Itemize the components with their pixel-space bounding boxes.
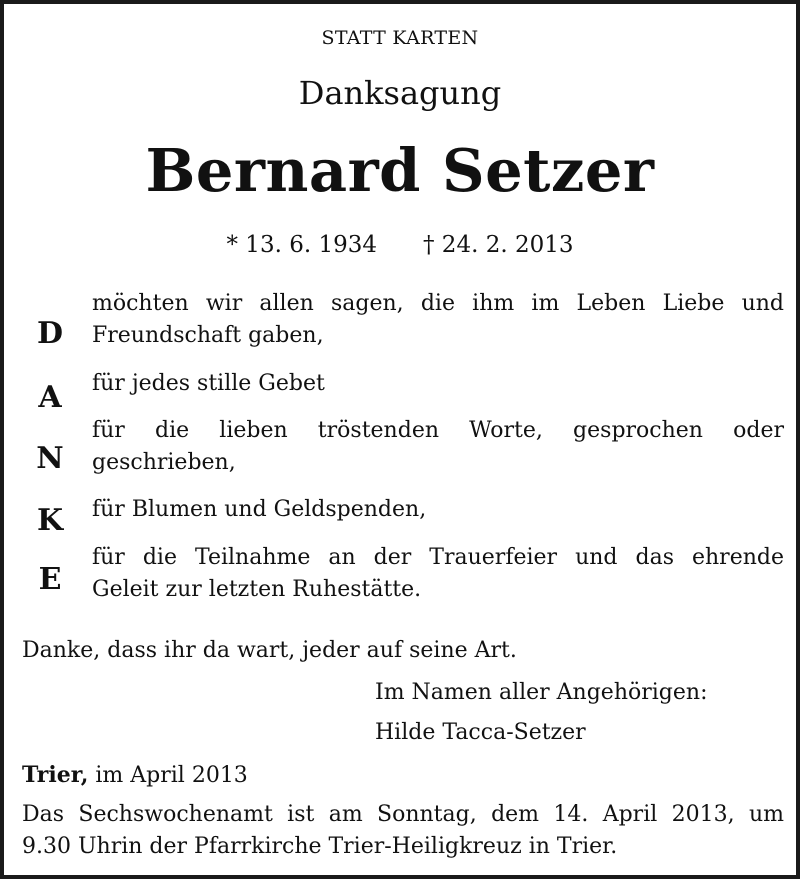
closing-line: Danke, dass ihr da wart, jeder auf seine Art. [22, 638, 517, 663]
place: Trier, [22, 762, 89, 788]
danke-letter: D [36, 316, 63, 351]
danke-line: geschrieben, [92, 450, 236, 475]
death-date: † 24. 2. 2013 [423, 232, 574, 258]
danke-letter: A [38, 380, 62, 415]
signer-name: Hilde Tacca-Setzer [375, 720, 586, 745]
notice-title: Danksagung [298, 74, 502, 112]
danke-line: Freundschaft gaben, [92, 323, 324, 348]
service-notice-line: 9.30 Uhrin der Pfarrkirche Trier-Heiligkreuz in Trier. [22, 834, 618, 859]
danke-letter: E [38, 562, 62, 597]
on-behalf-line: Im Namen aller Angehörigen: [375, 680, 708, 705]
danke-letter: K [36, 503, 64, 538]
danke-line: für die lieben tröstenden Worte, gesprochen oder [92, 418, 784, 443]
header-note: STATT KARTEN [321, 27, 479, 49]
date: im April 2013 [95, 763, 248, 788]
deceased-name: Bernard Setzer [145, 136, 655, 205]
birth-date: * 13. 6. 1934 [226, 232, 377, 258]
place-date [22, 762, 248, 788]
danke-line: möchten wir allen sagen, die ihm im Leben Liebe und [92, 291, 784, 316]
service-notice-line: Das Sechswochenamt ist am Sonntag, dem 14. April 2013, um [22, 802, 784, 827]
danke-line: Geleit zur letzten Ruhestätte. [92, 577, 422, 602]
danke-line: für Blumen und Geldspenden, [92, 497, 427, 522]
danke-line: für die Teilnahme an der Trauerfeier und das ehrende [92, 545, 784, 570]
life-dates [4, 232, 796, 258]
danke-letter: N [36, 441, 64, 476]
danke-line: für jedes stille Gebet [92, 371, 325, 396]
